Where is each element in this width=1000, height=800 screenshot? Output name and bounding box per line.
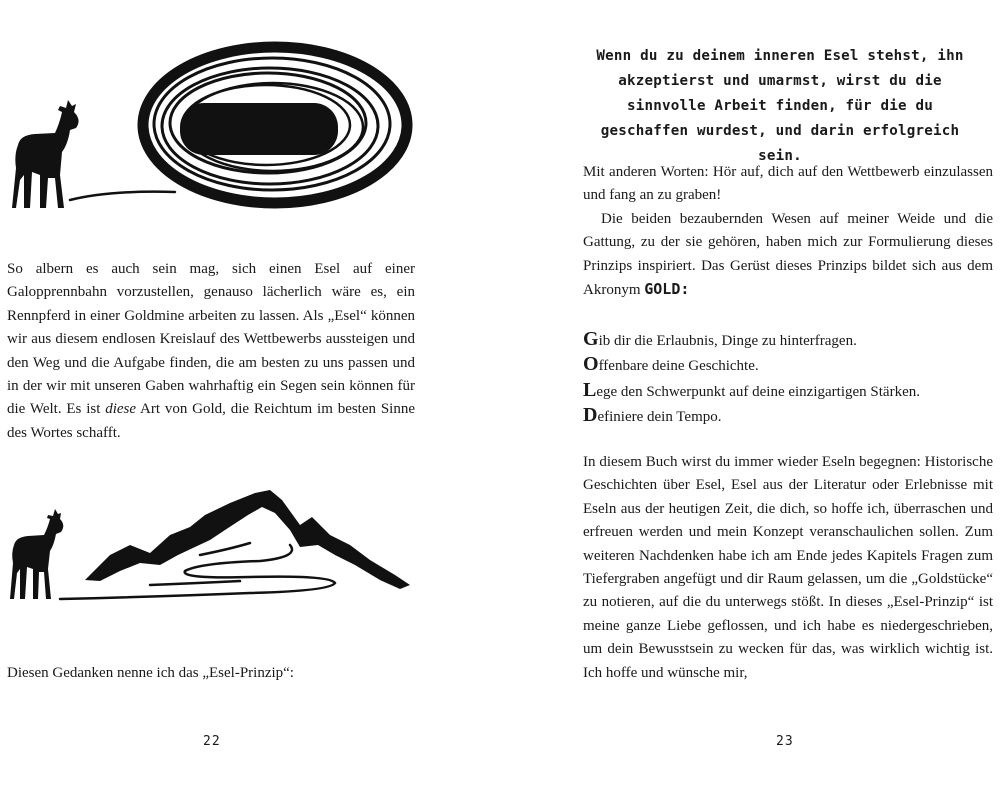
body-paragraph: Mit anderen Worten: Hör auf, dich auf den Wettbewerb einzulassen und fang an zu graben! Die beiden bezaubernden Wesen auf meiner Weide und die Gattung, zu der sie gehören, haben mich zur Formulierung dieses Prinzips inspiriert. Das Gerüst dieses Prinzips bildet sich aus dem Akronym GOLD: <box>583 164 993 299</box>
body-paragraph: In diesem Buch wirst du immer wieder Eseln begegnen: Historische Geschichten über Esel, Esel aus der Literatur oder Erlebnisse mit Eseln aus der heutigen Zeit, die dich, so hoffe ich, überraschen und erfreuen werden und mein Konzept veranschaulichen sollen. Zum weiteren Nachdenken habe ich am Ende jedes Kapitels Fragen zum Tiefergraben angefügt und dir Raum gelassen, um die „Goldstücke“ zu notieren, auf die du unterwegs stößt. In dieses „Esel-Prinzip“ ist meine ganze Liebe geflossen, und ich habe es niedergeschrieben, um dein Bewusstsein zu wecken für das, was wirklich wichtig ist. Ich hoffe und wünsche mir, <box>583 454 993 681</box>
body-paragraph: Diesen Gedanken nenne ich das „Esel-Prinzip“: <box>7 665 294 681</box>
acronym-item: Lege den Schwerpunkt auf deine einzigartigen Stärken. <box>583 378 920 401</box>
page-number: 22 <box>203 734 221 749</box>
right-page <box>500 0 1000 800</box>
acronym-item: Offenbare deine Geschichte. <box>583 353 759 376</box>
acronym-item: Definiere dein Tempo. <box>583 404 722 427</box>
acronym-item: Gib dir die Erlaubnis, Dinge zu hinterfragen. <box>583 328 857 350</box>
acronym-word: GOLD: <box>644 280 690 299</box>
pull-quote: Wenn du zu deinem inneren Esel stehst, ihn akzeptierst und umarmst, wirst du die sinnvolle Arbeit finden, für die du geschaffen wurdest, und darin erfolgreich sein. <box>596 48 964 164</box>
body-paragraph: So albern es auch sein mag, sich einen Esel auf einer Galopprennbahn vorzustellen, genauso lächerlich wäre es, ein Rennpferd in einer Goldmine arbeiten zu lassen. Als „Esel“ können wir aus diesem endlosen Kreislauf des Wettbewerbs aussteigen und den Weg und die Aufgabe finden, die am besten zu uns passen und in der wir mit unseren Gaben wahrhaftig ein Segen sein können für die Welt. Es ist diese Art von Gold, die Reichtum im besten Sinne des Wortes schafft. <box>7 261 415 441</box>
donkey-mountain-illustration <box>0 485 420 610</box>
donkey-silhouette <box>10 509 63 599</box>
donkey-silhouette <box>12 100 79 208</box>
page-number: 23 <box>776 734 794 749</box>
acronym-list <box>583 328 993 430</box>
donkey-racetrack-illustration <box>0 40 420 220</box>
